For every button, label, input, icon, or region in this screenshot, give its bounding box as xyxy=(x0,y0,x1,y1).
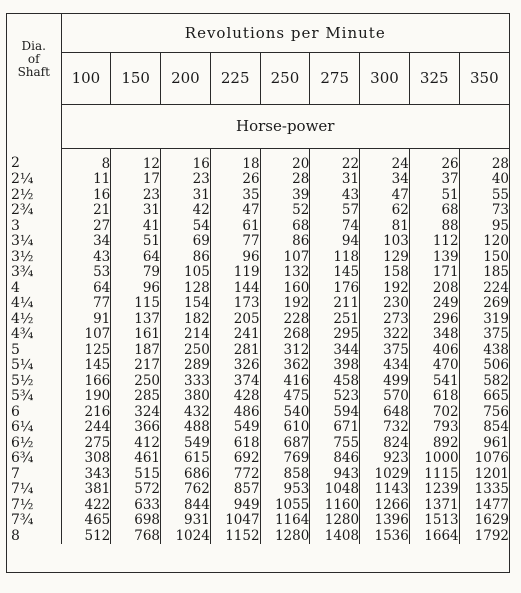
shaft-diameter-cell: 7 xyxy=(11,465,20,482)
horsepower-cell: 1024 xyxy=(161,529,211,545)
horsepower-cell: 61 xyxy=(210,219,260,235)
horsepower-cell: 35 xyxy=(210,188,260,204)
horsepower-cell: 422 xyxy=(61,498,111,514)
horsepower-cell: 515 xyxy=(111,467,161,483)
horsepower-cell: 150 xyxy=(459,250,509,266)
table-row xyxy=(7,529,509,545)
table-row xyxy=(7,234,509,250)
horsepower-cell: 1477 xyxy=(459,498,509,514)
horsepower-cell: 570 xyxy=(360,389,410,405)
shaft-horsepower-table xyxy=(7,14,509,544)
table-row xyxy=(7,188,509,204)
horsepower-cell: 273 xyxy=(360,312,410,328)
horsepower-cell: 285 xyxy=(111,389,161,405)
horsepower-cell: 139 xyxy=(409,250,459,266)
horsepower-cell: 103 xyxy=(360,234,410,250)
dia-header-spacer xyxy=(7,104,61,148)
dia-label-line2: of xyxy=(27,51,40,66)
horsepower-cell: 250 xyxy=(161,343,211,359)
horsepower-cell: 755 xyxy=(310,436,360,452)
horsepower-cell: 1280 xyxy=(310,513,360,529)
horsepower-cell: 74 xyxy=(310,219,360,235)
horsepower-cell: 326 xyxy=(210,358,260,374)
horsepower-cell: 858 xyxy=(260,467,310,483)
horsepower-cell: 1055 xyxy=(260,498,310,514)
shaft-diameter-cell: 2¾ xyxy=(11,202,34,218)
horsepower-cell: 362 xyxy=(260,358,310,374)
horsepower-cell: 319 xyxy=(459,312,509,328)
horsepower-cell: 1536 xyxy=(360,529,410,545)
shaft-diameter-cell: 6¼ xyxy=(11,419,34,435)
horsepower-cell: 37 xyxy=(409,172,459,188)
horsepower-cell: 208 xyxy=(409,281,459,297)
horsepower-cell: 275 xyxy=(61,436,111,452)
horsepower-cell: 702 xyxy=(409,405,459,421)
table-row xyxy=(7,513,509,529)
shaft-diameter-cell: 4¼ xyxy=(11,295,34,311)
shaft-diameter-cell: 7¾ xyxy=(11,512,34,528)
horsepower-cell: 244 xyxy=(61,420,111,436)
horsepower-cell: 217 xyxy=(111,358,161,374)
horsepower-cell: 42 xyxy=(161,203,211,219)
horsepower-cell: 18 xyxy=(210,148,260,172)
horsepower-cell: 132 xyxy=(260,265,310,281)
horsepower-cell: 31 xyxy=(161,188,211,204)
horsepower-cell: 96 xyxy=(111,281,161,297)
horsepower-cell: 1152 xyxy=(210,529,260,545)
horsepower-cell: 211 xyxy=(310,296,360,312)
table-row xyxy=(7,265,509,281)
horsepower-cell: 686 xyxy=(161,467,211,483)
table-row xyxy=(7,420,509,436)
horsepower-cell: 268 xyxy=(260,327,310,343)
horsepower-cell: 26 xyxy=(210,172,260,188)
dia-label-line3: Shaft xyxy=(17,64,50,79)
horsepower-cell: 857 xyxy=(210,482,260,498)
horsepower-cell: 931 xyxy=(161,513,211,529)
shaft-diameter-cell: 6½ xyxy=(11,434,34,451)
horsepower-cell: 412 xyxy=(111,436,161,452)
shaft-diameter-cell: 7¼ xyxy=(11,481,34,497)
horsepower-cell: 107 xyxy=(61,327,111,343)
horsepower-cell: 333 xyxy=(161,374,211,390)
horsepower-cell: 465 xyxy=(61,513,111,529)
horsepower-cell: 120 xyxy=(459,234,509,250)
horsepower-cell: 665 xyxy=(459,389,509,405)
horsepower-cell: 107 xyxy=(260,250,310,266)
horsepower-cell: 31 xyxy=(111,203,161,219)
horsepower-cell: 698 xyxy=(111,513,161,529)
table-row xyxy=(7,467,509,483)
horsepower-cell: 54 xyxy=(161,219,211,235)
horsepower-cell: 1239 xyxy=(409,482,459,498)
rpm-header-cell: 350 xyxy=(459,52,509,104)
horsepower-cell: 43 xyxy=(61,250,111,266)
horsepower-cell: 41 xyxy=(111,219,161,235)
horsepower-cell: 1408 xyxy=(310,529,360,545)
horsepower-cell: 55 xyxy=(459,188,509,204)
horsepower-cell: 324 xyxy=(111,405,161,421)
horsepower-cell: 192 xyxy=(260,296,310,312)
horsepower-cell: 432 xyxy=(161,405,211,421)
horsepower-cell: 64 xyxy=(111,250,161,266)
horsepower-cell: 161 xyxy=(111,327,161,343)
horsepower-cell: 86 xyxy=(260,234,310,250)
horsepower-cell: 687 xyxy=(260,436,310,452)
horsepower-cell: 21 xyxy=(61,203,111,219)
horsepower-cell: 176 xyxy=(310,281,360,297)
horsepower-cell: 768 xyxy=(111,529,161,545)
horsepower-cell: 1629 xyxy=(459,513,509,529)
rpm-title: Revolutions per Minute xyxy=(61,14,509,52)
table-row xyxy=(7,436,509,452)
horsepower-cell: 16 xyxy=(61,188,111,204)
horsepower-cell: 1047 xyxy=(210,513,260,529)
horsepower-cell: 762 xyxy=(161,482,211,498)
horsepower-cell: 190 xyxy=(61,389,111,405)
horsepower-cell: 79 xyxy=(111,265,161,281)
horsepower-cell: 112 xyxy=(409,234,459,250)
horsepower-cell: 105 xyxy=(161,265,211,281)
horsepower-cell: 129 xyxy=(360,250,410,266)
horsepower-cell: 31 xyxy=(310,172,360,188)
horsepower-cell: 137 xyxy=(111,312,161,328)
horsepower-cell: 618 xyxy=(210,436,260,452)
horsepower-cell: 1266 xyxy=(360,498,410,514)
rpm-header-cell: 225 xyxy=(210,52,260,104)
shaft-diameter-cell: 5¾ xyxy=(11,388,34,404)
horsepower-cell: 241 xyxy=(210,327,260,343)
horsepower-cell: 28 xyxy=(459,148,509,172)
horsepower-cell: 73 xyxy=(459,203,509,219)
shaft-diameter-cell: 3½ xyxy=(11,248,34,265)
horsepower-cell: 488 xyxy=(161,420,211,436)
horsepower-cell: 228 xyxy=(260,312,310,328)
horsepower-cell: 633 xyxy=(111,498,161,514)
horsepower-cell: 375 xyxy=(459,327,509,343)
rpm-header-cell: 200 xyxy=(161,52,211,104)
horsepower-cell: 923 xyxy=(360,451,410,467)
horsepower-cell: 17 xyxy=(111,172,161,188)
horsepower-cell: 692 xyxy=(210,451,260,467)
table-body xyxy=(7,148,509,544)
horsepower-cell: 20 xyxy=(260,148,310,172)
horsepower-table-frame xyxy=(6,13,510,573)
horsepower-cell: 406 xyxy=(409,343,459,359)
shaft-diameter-cell: 7½ xyxy=(11,496,34,513)
shaft-diameter-cell: 3 xyxy=(11,217,20,234)
table-row xyxy=(7,281,509,297)
horsepower-cell: 34 xyxy=(61,234,111,250)
horsepower-cell: 961 xyxy=(459,436,509,452)
horsepower-cell: 68 xyxy=(409,203,459,219)
horsepower-cell: 12 xyxy=(111,148,161,172)
horsepower-cell: 281 xyxy=(210,343,260,359)
horsepower-cell: 77 xyxy=(210,234,260,250)
horsepower-cell: 94 xyxy=(310,234,360,250)
horsepower-cell: 173 xyxy=(210,296,260,312)
horsepower-cell: 53 xyxy=(61,265,111,281)
horsepower-cell: 34 xyxy=(360,172,410,188)
horsepower-cell: 756 xyxy=(459,405,509,421)
horsepower-cell: 1396 xyxy=(360,513,410,529)
table-row xyxy=(7,172,509,188)
horsepower-cell: 618 xyxy=(409,389,459,405)
rpm-header-cell: 150 xyxy=(111,52,161,104)
horsepower-cell: 1076 xyxy=(459,451,509,467)
table-row xyxy=(7,389,509,405)
shaft-diameter-cell: 2 xyxy=(11,155,20,172)
horsepower-cell: 182 xyxy=(161,312,211,328)
shaft-diameter-cell: 4½ xyxy=(11,310,34,327)
horsepower-cell: 348 xyxy=(409,327,459,343)
horsepower-cell: 846 xyxy=(310,451,360,467)
horsepower-cell: 344 xyxy=(310,343,360,359)
horsepower-cell: 461 xyxy=(111,451,161,467)
horsepower-cell: 380 xyxy=(161,389,211,405)
shaft-diameter-cell: 6 xyxy=(11,403,20,420)
horsepower-cell: 1029 xyxy=(360,467,410,483)
horsepower-cell: 62 xyxy=(360,203,410,219)
horsepower-cell: 192 xyxy=(360,281,410,297)
horsepower-cell: 549 xyxy=(161,436,211,452)
horsepower-cell: 434 xyxy=(360,358,410,374)
horsepower-cell: 366 xyxy=(111,420,161,436)
shaft-diameter-cell: 4¾ xyxy=(11,326,34,342)
horsepower-cell: 398 xyxy=(310,358,360,374)
horsepower-cell: 1371 xyxy=(409,498,459,514)
horsepower-cell: 166 xyxy=(61,374,111,390)
horsepower-cell: 40 xyxy=(459,172,509,188)
shaft-diameter-cell: 2½ xyxy=(11,186,34,203)
table-row xyxy=(7,327,509,343)
horsepower-cell: 824 xyxy=(360,436,410,452)
horsepower-cell: 1792 xyxy=(459,529,509,545)
horsepower-cell: 1280 xyxy=(260,529,310,545)
horsepower-cell: 51 xyxy=(111,234,161,250)
horsepower-cell: 769 xyxy=(260,451,310,467)
horsepower-cell: 1164 xyxy=(260,513,310,529)
horsepower-cell: 1664 xyxy=(409,529,459,545)
shaft-diameter-cell: 4 xyxy=(11,279,20,296)
horsepower-cell: 81 xyxy=(360,219,410,235)
horsepower-cell: 793 xyxy=(409,420,459,436)
horsepower-cell: 23 xyxy=(111,188,161,204)
horsepower-cell: 428 xyxy=(210,389,260,405)
horsepower-cell: 171 xyxy=(409,265,459,281)
horsepower-cell: 250 xyxy=(111,374,161,390)
horsepower-cell: 77 xyxy=(61,296,111,312)
horsepower-cell: 892 xyxy=(409,436,459,452)
horsepower-cell: 572 xyxy=(111,482,161,498)
horsepower-cell: 115 xyxy=(111,296,161,312)
horsepower-cell: 312 xyxy=(260,343,310,359)
horsepower-cell: 158 xyxy=(360,265,410,281)
horsepower-cell: 251 xyxy=(310,312,360,328)
horsepower-cell: 57 xyxy=(310,203,360,219)
horsepower-cell: 216 xyxy=(61,405,111,421)
horsepower-cell: 43 xyxy=(310,188,360,204)
horsepower-cell: 88 xyxy=(409,219,459,235)
horsepower-cell: 27 xyxy=(61,219,111,235)
rpm-header-cell: 100 xyxy=(61,52,111,104)
horsepower-cell: 844 xyxy=(161,498,211,514)
table-row xyxy=(7,148,509,172)
horsepower-cell: 381 xyxy=(61,482,111,498)
horsepower-cell: 523 xyxy=(310,389,360,405)
table-row xyxy=(7,296,509,312)
horsepower-cell: 322 xyxy=(360,327,410,343)
horsepower-cell: 615 xyxy=(161,451,211,467)
horsepower-cell: 52 xyxy=(260,203,310,219)
horsepower-cell: 68 xyxy=(260,219,310,235)
table-row xyxy=(7,219,509,235)
horsepower-cell: 470 xyxy=(409,358,459,374)
horsepower-cell: 438 xyxy=(459,343,509,359)
horsepower-cell: 119 xyxy=(210,265,260,281)
table-row xyxy=(7,374,509,390)
horsepower-cell: 549 xyxy=(210,420,260,436)
horsepower-cell: 854 xyxy=(459,420,509,436)
horsepower-cell: 22 xyxy=(310,148,360,172)
dia-label-line1: Dia. xyxy=(21,38,46,53)
horsepower-cell: 1143 xyxy=(360,482,410,498)
horsepower-cell: 1513 xyxy=(409,513,459,529)
horsepower-cell: 375 xyxy=(360,343,410,359)
horsepower-cell: 416 xyxy=(260,374,310,390)
horsepower-cell: 11 xyxy=(61,172,111,188)
horsepower-cell: 16 xyxy=(161,148,211,172)
horsepower-cell: 118 xyxy=(310,250,360,266)
horsepower-cell: 47 xyxy=(210,203,260,219)
table-row xyxy=(7,250,509,266)
horsepower-cell: 187 xyxy=(111,343,161,359)
horsepower-cell: 296 xyxy=(409,312,459,328)
shaft-diameter-cell: 5½ xyxy=(11,372,34,389)
horsepower-cell: 486 xyxy=(210,405,260,421)
horsepower-cell: 230 xyxy=(360,296,410,312)
horsepower-cell: 69 xyxy=(161,234,211,250)
rpm-header-cell: 325 xyxy=(409,52,459,104)
shaft-diameter-cell: 2¼ xyxy=(11,171,34,187)
horsepower-cell: 1000 xyxy=(409,451,459,467)
horsepower-cell: 8 xyxy=(61,148,111,172)
shaft-diameter-cell: 8 xyxy=(11,527,20,544)
horsepower-cell: 154 xyxy=(161,296,211,312)
horsepower-cell: 374 xyxy=(210,374,260,390)
shaft-diameter-cell: 6¾ xyxy=(11,450,34,466)
horsepower-cell: 772 xyxy=(210,467,260,483)
horsepower-cell: 610 xyxy=(260,420,310,436)
horsepower-cell: 205 xyxy=(210,312,260,328)
horsepower-cell: 648 xyxy=(360,405,410,421)
horsepower-cell: 458 xyxy=(310,374,360,390)
horsepower-cell: 51 xyxy=(409,188,459,204)
shaft-diameter-cell: 5¼ xyxy=(11,357,34,373)
horsepower-cell: 125 xyxy=(61,343,111,359)
shaft-diameter-cell: 3¾ xyxy=(11,264,34,280)
horsepower-cell: 128 xyxy=(161,281,211,297)
horsepower-cell: 24 xyxy=(360,148,410,172)
horsepower-cell: 953 xyxy=(260,482,310,498)
dia-of-shaft-header xyxy=(7,14,61,104)
horsepower-cell: 47 xyxy=(360,188,410,204)
horsepower-cell: 64 xyxy=(61,281,111,297)
horsepower-cell: 26 xyxy=(409,148,459,172)
horsepower-cell: 594 xyxy=(310,405,360,421)
horsepower-cell: 144 xyxy=(210,281,260,297)
shaft-diameter-cell: 5 xyxy=(11,341,20,358)
table-row xyxy=(7,498,509,514)
horsepower-cell: 1201 xyxy=(459,467,509,483)
horsepower-cell: 1115 xyxy=(409,467,459,483)
horsepower-cell: 475 xyxy=(260,389,310,405)
horsepower-cell: 343 xyxy=(61,467,111,483)
horsepower-cell: 95 xyxy=(459,219,509,235)
horsepower-cell: 160 xyxy=(260,281,310,297)
horsepower-title: Horse-power xyxy=(61,104,509,148)
horsepower-cell: 96 xyxy=(210,250,260,266)
horsepower-cell: 91 xyxy=(61,312,111,328)
horsepower-cell: 269 xyxy=(459,296,509,312)
rpm-header-cell: 250 xyxy=(260,52,310,104)
horsepower-cell: 289 xyxy=(161,358,211,374)
rpm-header-cell: 275 xyxy=(310,52,360,104)
horsepower-cell: 582 xyxy=(459,374,509,390)
horsepower-cell: 145 xyxy=(61,358,111,374)
horsepower-cell: 671 xyxy=(310,420,360,436)
horsepower-cell: 512 xyxy=(61,529,111,545)
horsepower-cell: 39 xyxy=(260,188,310,204)
horsepower-cell: 185 xyxy=(459,265,509,281)
horsepower-cell: 224 xyxy=(459,281,509,297)
horsepower-cell: 499 xyxy=(360,374,410,390)
horsepower-cell: 86 xyxy=(161,250,211,266)
table-row xyxy=(7,203,509,219)
horsepower-cell: 506 xyxy=(459,358,509,374)
table-row xyxy=(7,405,509,421)
horsepower-cell: 295 xyxy=(310,327,360,343)
horsepower-cell: 214 xyxy=(161,327,211,343)
horsepower-cell: 308 xyxy=(61,451,111,467)
horsepower-cell: 949 xyxy=(210,498,260,514)
horsepower-cell: 249 xyxy=(409,296,459,312)
table-row xyxy=(7,312,509,328)
horsepower-cell: 732 xyxy=(360,420,410,436)
horsepower-cell: 145 xyxy=(310,265,360,281)
shaft-diameter-cell: 3¼ xyxy=(11,233,34,249)
horsepower-cell: 1048 xyxy=(310,482,360,498)
horsepower-cell: 540 xyxy=(260,405,310,421)
table-row xyxy=(7,482,509,498)
table-row xyxy=(7,358,509,374)
table-row xyxy=(7,343,509,359)
horsepower-cell: 1335 xyxy=(459,482,509,498)
table-row xyxy=(7,451,509,467)
horsepower-cell: 28 xyxy=(260,172,310,188)
horsepower-cell: 1160 xyxy=(310,498,360,514)
horsepower-cell: 541 xyxy=(409,374,459,390)
horsepower-cell: 943 xyxy=(310,467,360,483)
rpm-header-cell: 300 xyxy=(360,52,410,104)
horsepower-cell: 23 xyxy=(161,172,211,188)
